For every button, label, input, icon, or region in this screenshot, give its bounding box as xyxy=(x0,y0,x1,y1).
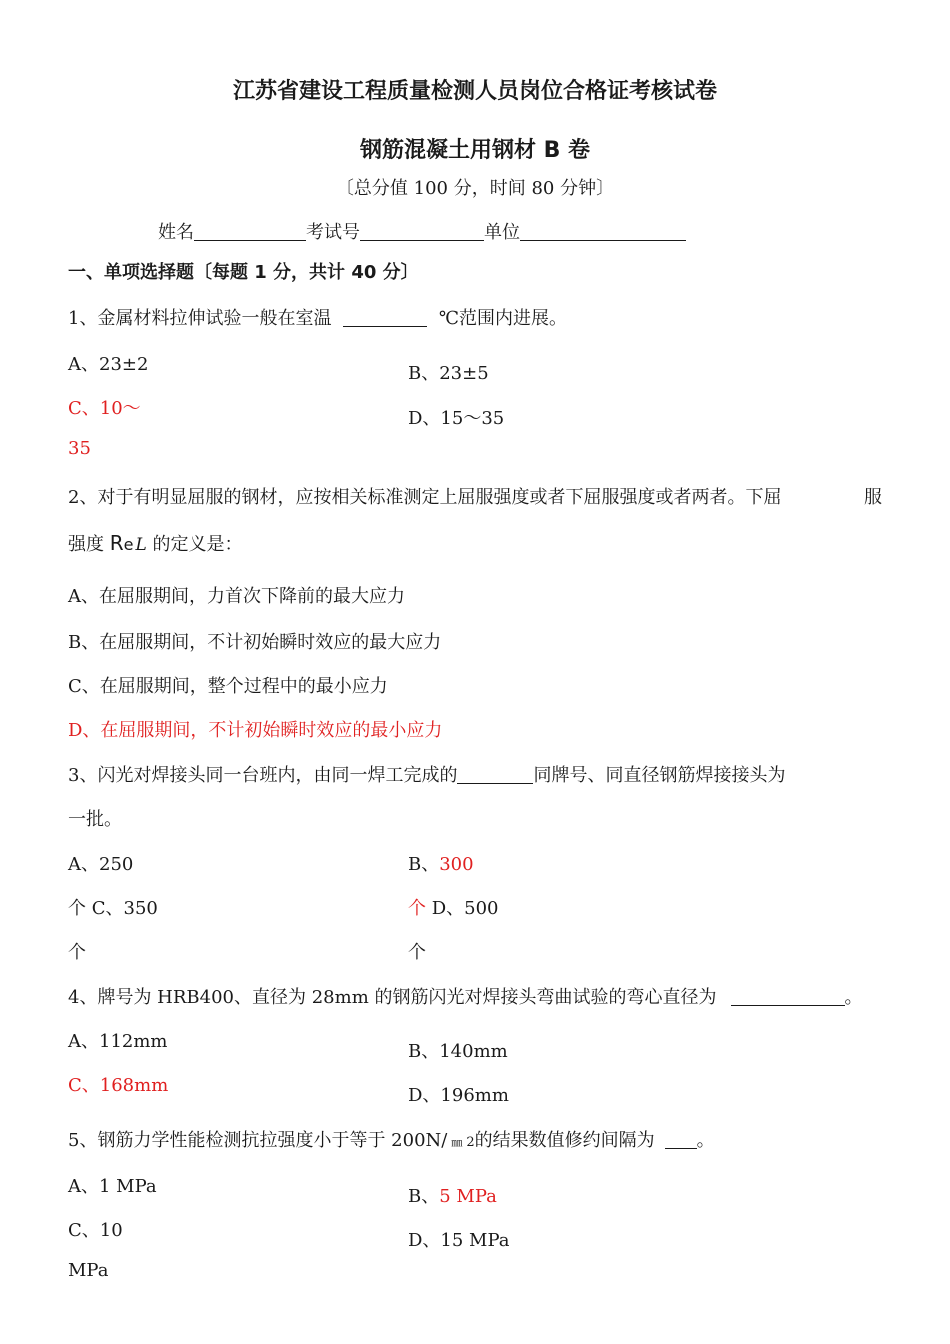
unit-blank[interactable] xyxy=(520,222,686,241)
q5-stem-start: 5、钢筋力学性能检测抗拉强度小于等于 200N/ xyxy=(68,1130,448,1151)
q3-stem-line2: 一批。 xyxy=(68,809,122,830)
q3-option-b xyxy=(408,850,474,876)
q2-option-c: C、在屈服期间，整个过程中的最小应力 xyxy=(68,676,388,697)
q3-option-d-unit: 个 xyxy=(408,942,426,963)
q5-option-b-value: 5 MPa xyxy=(439,1186,497,1207)
q5-unit-squared: 2 xyxy=(466,1135,475,1150)
exam-info: 〔总分值 100 分，时间 80 分钟〕 xyxy=(335,178,615,199)
q4-option-a: A、112mm xyxy=(68,1031,168,1052)
q5-option-c-cont: MPa xyxy=(68,1260,109,1281)
q3-option-c-unit: 个 xyxy=(68,942,86,963)
q3-option-c: 个 C、350 xyxy=(68,898,158,919)
name-label: 姓名 xyxy=(158,222,194,243)
q3-option-b-prefix: B、 xyxy=(408,854,440,875)
q3-option-d-text: D、500 xyxy=(426,898,499,919)
q2-option-b: B、在屈服期间，不计初始瞬时效应的最大应力 xyxy=(68,632,442,653)
q4-stem xyxy=(68,983,863,1009)
q3-option-b-value: 300 xyxy=(439,854,474,875)
q2-symbol-e: e xyxy=(123,535,134,554)
q5-stem-end: 。 xyxy=(696,1130,715,1151)
q1-option-d: D、15～35 xyxy=(408,408,505,429)
q4-option-d: D、196mm xyxy=(408,1085,509,1106)
q1-stem xyxy=(68,304,567,330)
q1-answer-blank[interactable] xyxy=(343,308,427,327)
exam-no-label: 考试号 xyxy=(306,222,360,243)
exam-no-blank[interactable] xyxy=(360,222,484,241)
q5-option-a: A、1 MPa xyxy=(68,1176,157,1197)
q2-option-a: A、在屈服期间，力首次下降前的最大应力 xyxy=(68,586,405,607)
q1-option-b: B、23±5 xyxy=(408,363,489,384)
q3-option-b-unit: 个 xyxy=(408,898,426,919)
q1-stem-end: ℃范围内进展。 xyxy=(438,308,568,329)
q1-stem-start: 1、金属材料拉伸试验一般在室温 xyxy=(68,308,332,329)
q5-answer-blank[interactable] xyxy=(665,1130,697,1149)
q5-option-b-prefix: B、 xyxy=(408,1186,440,1207)
q5-stem xyxy=(68,1126,715,1152)
q3-option-d xyxy=(408,894,499,920)
q2-stem-line2-start: 强度 xyxy=(68,534,104,555)
section-heading: 一、单项选择题〔每题 1 分，共计 40 分〕 xyxy=(68,262,419,283)
q5-option-b xyxy=(408,1182,497,1208)
q3-answer-blank[interactable] xyxy=(457,765,533,784)
q3-stem-start: 3、闪光对焊接头同一台班内，由同一焊工完成的 xyxy=(68,765,458,786)
q2-stem-line2-end: 的定义是： xyxy=(152,534,243,555)
q4-stem-text: 4、牌号为 HRB400、直径为 28mm 的钢筋闪光对焊接头弯曲试验的弯心直径为 xyxy=(68,987,717,1008)
q3-stem xyxy=(68,761,785,787)
q2-stem-line2 xyxy=(68,530,243,556)
q3-option-a: A、250 xyxy=(68,854,134,875)
candidate-info-row xyxy=(158,218,686,244)
unit-label: 单位 xyxy=(484,222,520,243)
q2-symbol-r: R xyxy=(109,531,124,555)
q5-unit-mm: ㎜ xyxy=(451,1136,463,1149)
q2-option-d: D、在屈服期间，不计初始瞬时效应的最小应力 xyxy=(68,720,443,741)
q5-option-c: C、10 xyxy=(68,1220,123,1241)
q2-symbol-l: L xyxy=(135,535,147,555)
q4-option-c: C、168mm xyxy=(68,1075,169,1096)
q3-stem-end: 同牌号、同直径钢筋焊接接头为 xyxy=(533,765,786,786)
q4-option-b: B、140mm xyxy=(408,1041,508,1062)
exam-title: 江苏省建设工程质量检测人员岗位合格证考核试卷 xyxy=(232,79,717,104)
q1-option-a: A、23±2 xyxy=(68,354,149,375)
q4-stem-end: 。 xyxy=(844,987,863,1008)
q2-stem-line1: 2、对于有明显屈服的钢材，应按相关标准测定上屈服强度或者下屈服强度或者两者。下屈 xyxy=(68,487,782,508)
q1-option-c: C、10～ xyxy=(68,398,141,419)
exam-subtitle: 钢筋混凝土用钢材 B 卷 xyxy=(359,138,591,163)
q5-stem-middle: 的结果数值修约间隔为 xyxy=(474,1130,655,1151)
q5-option-d: D、15 MPa xyxy=(408,1230,510,1251)
q1-option-c-cont: 35 xyxy=(68,438,91,459)
q4-answer-blank[interactable] xyxy=(731,987,845,1006)
name-blank[interactable] xyxy=(194,222,306,241)
q2-stem-line1-end: 服 xyxy=(864,487,882,508)
